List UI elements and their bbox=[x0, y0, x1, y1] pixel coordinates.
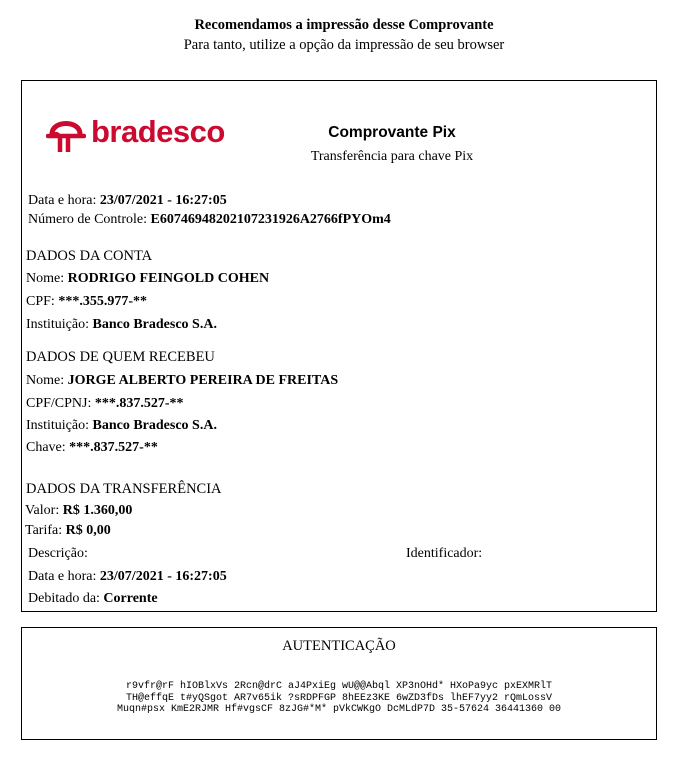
authentication-code bbox=[22, 681, 656, 716]
bradesco-tree-icon bbox=[46, 112, 86, 158]
transfer-fee-label: Tarifa: bbox=[25, 523, 63, 538]
transfer-fee-amount: R$ 0,00 bbox=[65, 523, 111, 538]
meta-datetime bbox=[28, 193, 227, 209]
logo-wordmark: bradesco bbox=[91, 114, 225, 149]
transfer-datetime bbox=[28, 569, 227, 585]
print-notice-title: Recomendamos a impressão desse Comprovante bbox=[194, 17, 494, 33]
recipient-key-value: ***.837.527-** bbox=[69, 440, 158, 455]
account-institution-value: Banco Bradesco S.A. bbox=[92, 317, 217, 332]
account-cpf-label: CPF: bbox=[26, 294, 55, 309]
meta-control-value: E60746948202107231926A2766fPYOm4 bbox=[150, 212, 391, 227]
recipient-cpf bbox=[26, 396, 184, 412]
account-institution bbox=[26, 317, 217, 333]
receipt-subtitle: Transferência para chave Pix bbox=[310, 149, 474, 164]
recipient-cpf-value: ***.837.527-** bbox=[94, 396, 184, 411]
meta-datetime-value: 23/07/2021 - 16:27:05 bbox=[99, 193, 227, 208]
meta-control-label: Número de Controle: bbox=[28, 212, 147, 227]
account-name bbox=[26, 271, 269, 287]
receipt-box bbox=[21, 80, 657, 612]
transfer-datetime-value: 23/07/2021 - 16:27:05 bbox=[99, 569, 227, 584]
recipient-section-title: DADOS DE QUEM RECEBEU bbox=[26, 349, 215, 365]
recipient-institution bbox=[26, 418, 217, 434]
transfer-section-title: DADOS DA TRANSFERÊNCIA bbox=[26, 481, 222, 497]
transfer-datetime-label: Data e hora: bbox=[28, 569, 97, 584]
account-cpf bbox=[26, 294, 147, 310]
account-institution-label: Instituição: bbox=[26, 317, 89, 332]
authentication-code-line: Muqn#psx KmE2RJMR Hf#vgsCF 8zJG#*M* pVkCWKgO DcMLdP7D 35-57624 36441360 00 bbox=[116, 704, 562, 715]
authentication-title: AUTENTICAÇÃO bbox=[282, 638, 396, 654]
recipient-name bbox=[26, 373, 338, 389]
transfer-identifier-label: Identificador: bbox=[406, 546, 483, 561]
transfer-fee bbox=[25, 523, 111, 539]
transfer-value-label: Valor: bbox=[25, 503, 60, 518]
recipient-name-value: JORGE ALBERTO PEREIRA DE FREITAS bbox=[67, 373, 339, 388]
transfer-description-label: Descrição: bbox=[28, 546, 88, 561]
recipient-key bbox=[26, 440, 158, 456]
meta-datetime-label: Data e hora: bbox=[28, 193, 97, 208]
receipt-title: Comprovante Pix bbox=[328, 124, 456, 141]
recipient-institution-label: Instituição: bbox=[26, 418, 89, 433]
authentication-box bbox=[21, 627, 657, 740]
recipient-institution-value: Banco Bradesco S.A. bbox=[92, 418, 217, 433]
transfer-debited-value: Corrente bbox=[103, 591, 158, 606]
transfer-value bbox=[25, 503, 132, 519]
meta-control-number bbox=[28, 212, 391, 228]
print-notice-subtitle: Para tanto, utilize a opção da impressão de seu browser bbox=[183, 37, 505, 53]
account-cpf-value: ***.355.977-** bbox=[58, 294, 147, 309]
authentication-code-line: r9vfr@rF hIOBlxVs 2Rcn@drC aJ4PxiEg wU@@Abql XP3nOHd* HXoPa9yc pxEXMRlT bbox=[125, 681, 553, 692]
recipient-cpf-label: CPF/CPNJ: bbox=[26, 396, 92, 411]
transfer-debited bbox=[28, 591, 158, 607]
transfer-debited-label: Debitado da: bbox=[28, 591, 100, 606]
transfer-value-amount: R$ 1.360,00 bbox=[62, 503, 133, 518]
recipient-name-label: Nome: bbox=[26, 373, 65, 388]
account-name-label: Nome: bbox=[26, 271, 65, 286]
bradesco-logo bbox=[46, 110, 226, 162]
account-section-title: DADOS DA CONTA bbox=[26, 248, 153, 264]
recipient-key-label: Chave: bbox=[26, 440, 66, 455]
account-name-value: RODRIGO FEINGOLD COHEN bbox=[67, 271, 270, 286]
authentication-code-line: TH@effqE t#yQSgot AR7v65ik ?sRDPFGP 8hEEz3KE 6wZD3fDs lhEF7yy2 rQmLossV bbox=[125, 692, 553, 704]
